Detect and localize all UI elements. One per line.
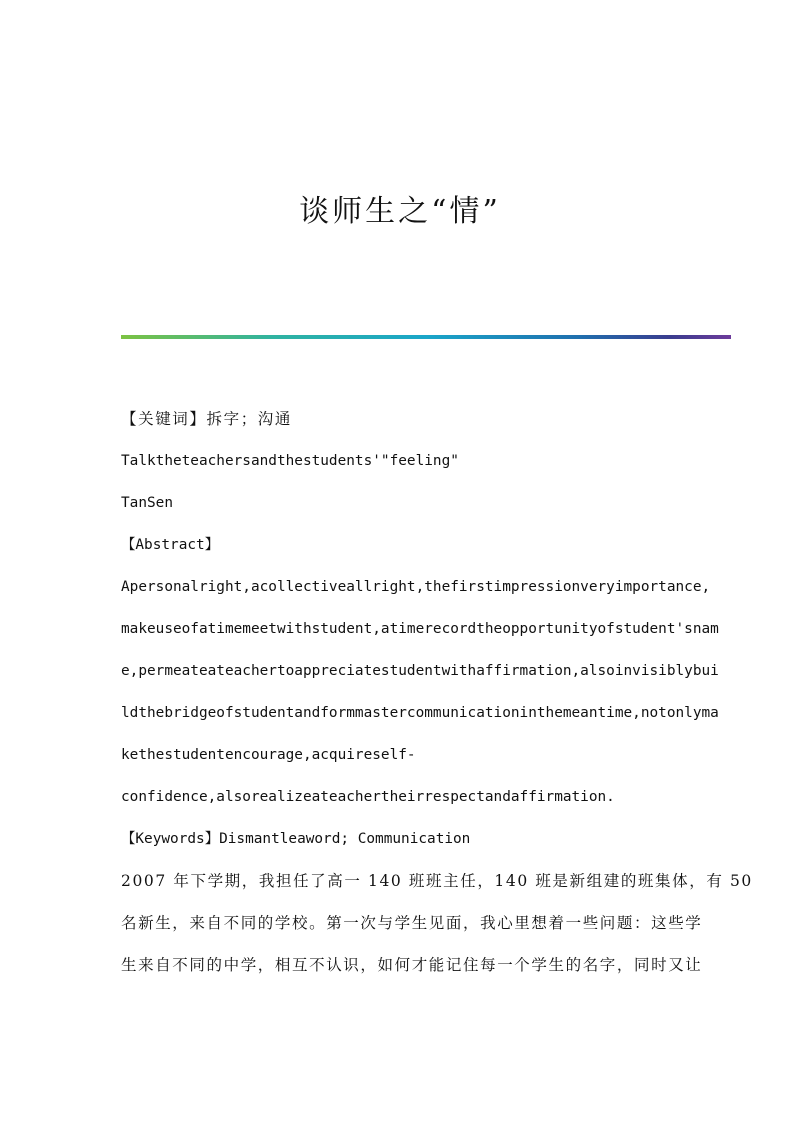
abstract-line: ldthebridgeofstudentandformmastercommunicationinthemeantime,notonlyma — [121, 705, 719, 721]
abstract-line: e,permeateateachertoappreciatestudentwithaffirmation,alsoinvisiblybui — [121, 663, 719, 679]
abstract-label: 【Abstract】 — [121, 537, 220, 553]
english-title: Talktheteachersandthestudents'"feeling" — [121, 453, 459, 469]
title-divider — [121, 335, 731, 339]
abstract-line: makeuseofatimemeetwithstudent,atimerecordtheopportunityofstudent'snam — [121, 621, 719, 637]
page-title: 谈师生之“情” — [299, 194, 501, 229]
body-line: 生来自不同的中学，相互不认识，如何才能记住每一个学生的名字，同时又让 — [121, 956, 703, 974]
abstract-line: Apersonalright,acollectiveallright,thefirstimpressionveryimportance, — [121, 579, 711, 595]
body-line: 2007 年下学期，我担任了高一 140 班班主任，140 班是新组建的班集体，有 50 — [121, 872, 753, 890]
body-line: 名新生，来自不同的学校。第一次与学生见面，我心里想着一些问题：这些学 — [121, 914, 703, 932]
abstract-line: kethestudentencourage,acquireself- — [121, 747, 416, 763]
keywords-cn: 【关键词】拆字；沟通 — [121, 410, 293, 428]
author-name: TanSen — [121, 495, 173, 511]
article-body — [121, 398, 753, 986]
abstract-line: confidence,alsorealizeateachertheirrespectandaffirmation. — [121, 789, 615, 805]
keywords-en: 【Keywords】Dismantleaword; Communication — [121, 831, 471, 847]
